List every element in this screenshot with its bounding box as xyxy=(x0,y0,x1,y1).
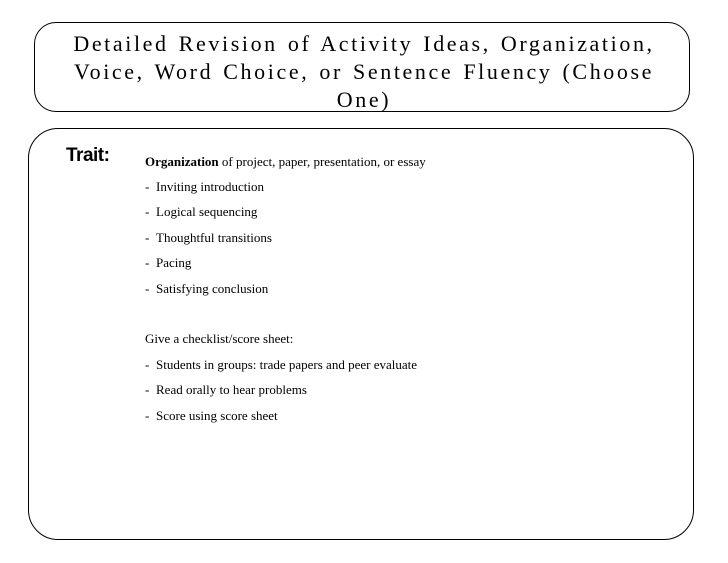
bullet-dash: - xyxy=(145,408,150,423)
bullet-dash: - xyxy=(145,204,150,219)
checklist-heading: Give a checklist/score sheet: xyxy=(145,331,294,346)
slide-title: Detailed Revision of Activity Ideas, Organization, Voice, Word Choice, or Sentence Fluency (Choose One) xyxy=(73,31,655,112)
list-item-text: Inviting introduction xyxy=(156,179,264,194)
bullet-dash: - xyxy=(145,281,150,296)
bullet-dash: - xyxy=(145,382,150,397)
checklist-item xyxy=(145,408,278,424)
list-item-text: Logical sequencing xyxy=(156,204,258,219)
content-box xyxy=(28,128,694,540)
list-item xyxy=(145,204,257,220)
list-item xyxy=(145,281,268,297)
list-item-text: Satisfying conclusion xyxy=(156,281,269,296)
list-item xyxy=(145,179,264,195)
bullet-dash: - xyxy=(145,255,150,270)
checklist-item-text: Students in groups: trade papers and peer evaluate xyxy=(156,357,417,372)
checklist-item-text: Read orally to hear problems xyxy=(156,382,307,397)
list-item-text: Pacing xyxy=(156,255,192,270)
list-item-text: Thoughtful transitions xyxy=(156,230,272,245)
bullet-dash: - xyxy=(145,357,150,372)
checklist-item-text: Score using score sheet xyxy=(156,408,278,423)
checklist-item xyxy=(145,382,307,398)
bullet-dash: - xyxy=(145,230,150,245)
list-item xyxy=(145,255,191,271)
organization-line xyxy=(145,154,426,170)
bullet-dash: - xyxy=(145,179,150,194)
list-item xyxy=(145,230,272,246)
checklist-item xyxy=(145,357,417,373)
organization-description: of project, paper, presentation, or essay xyxy=(218,154,426,169)
organization-keyword: Organization xyxy=(145,154,219,169)
trait-label: Trait: xyxy=(66,145,110,166)
